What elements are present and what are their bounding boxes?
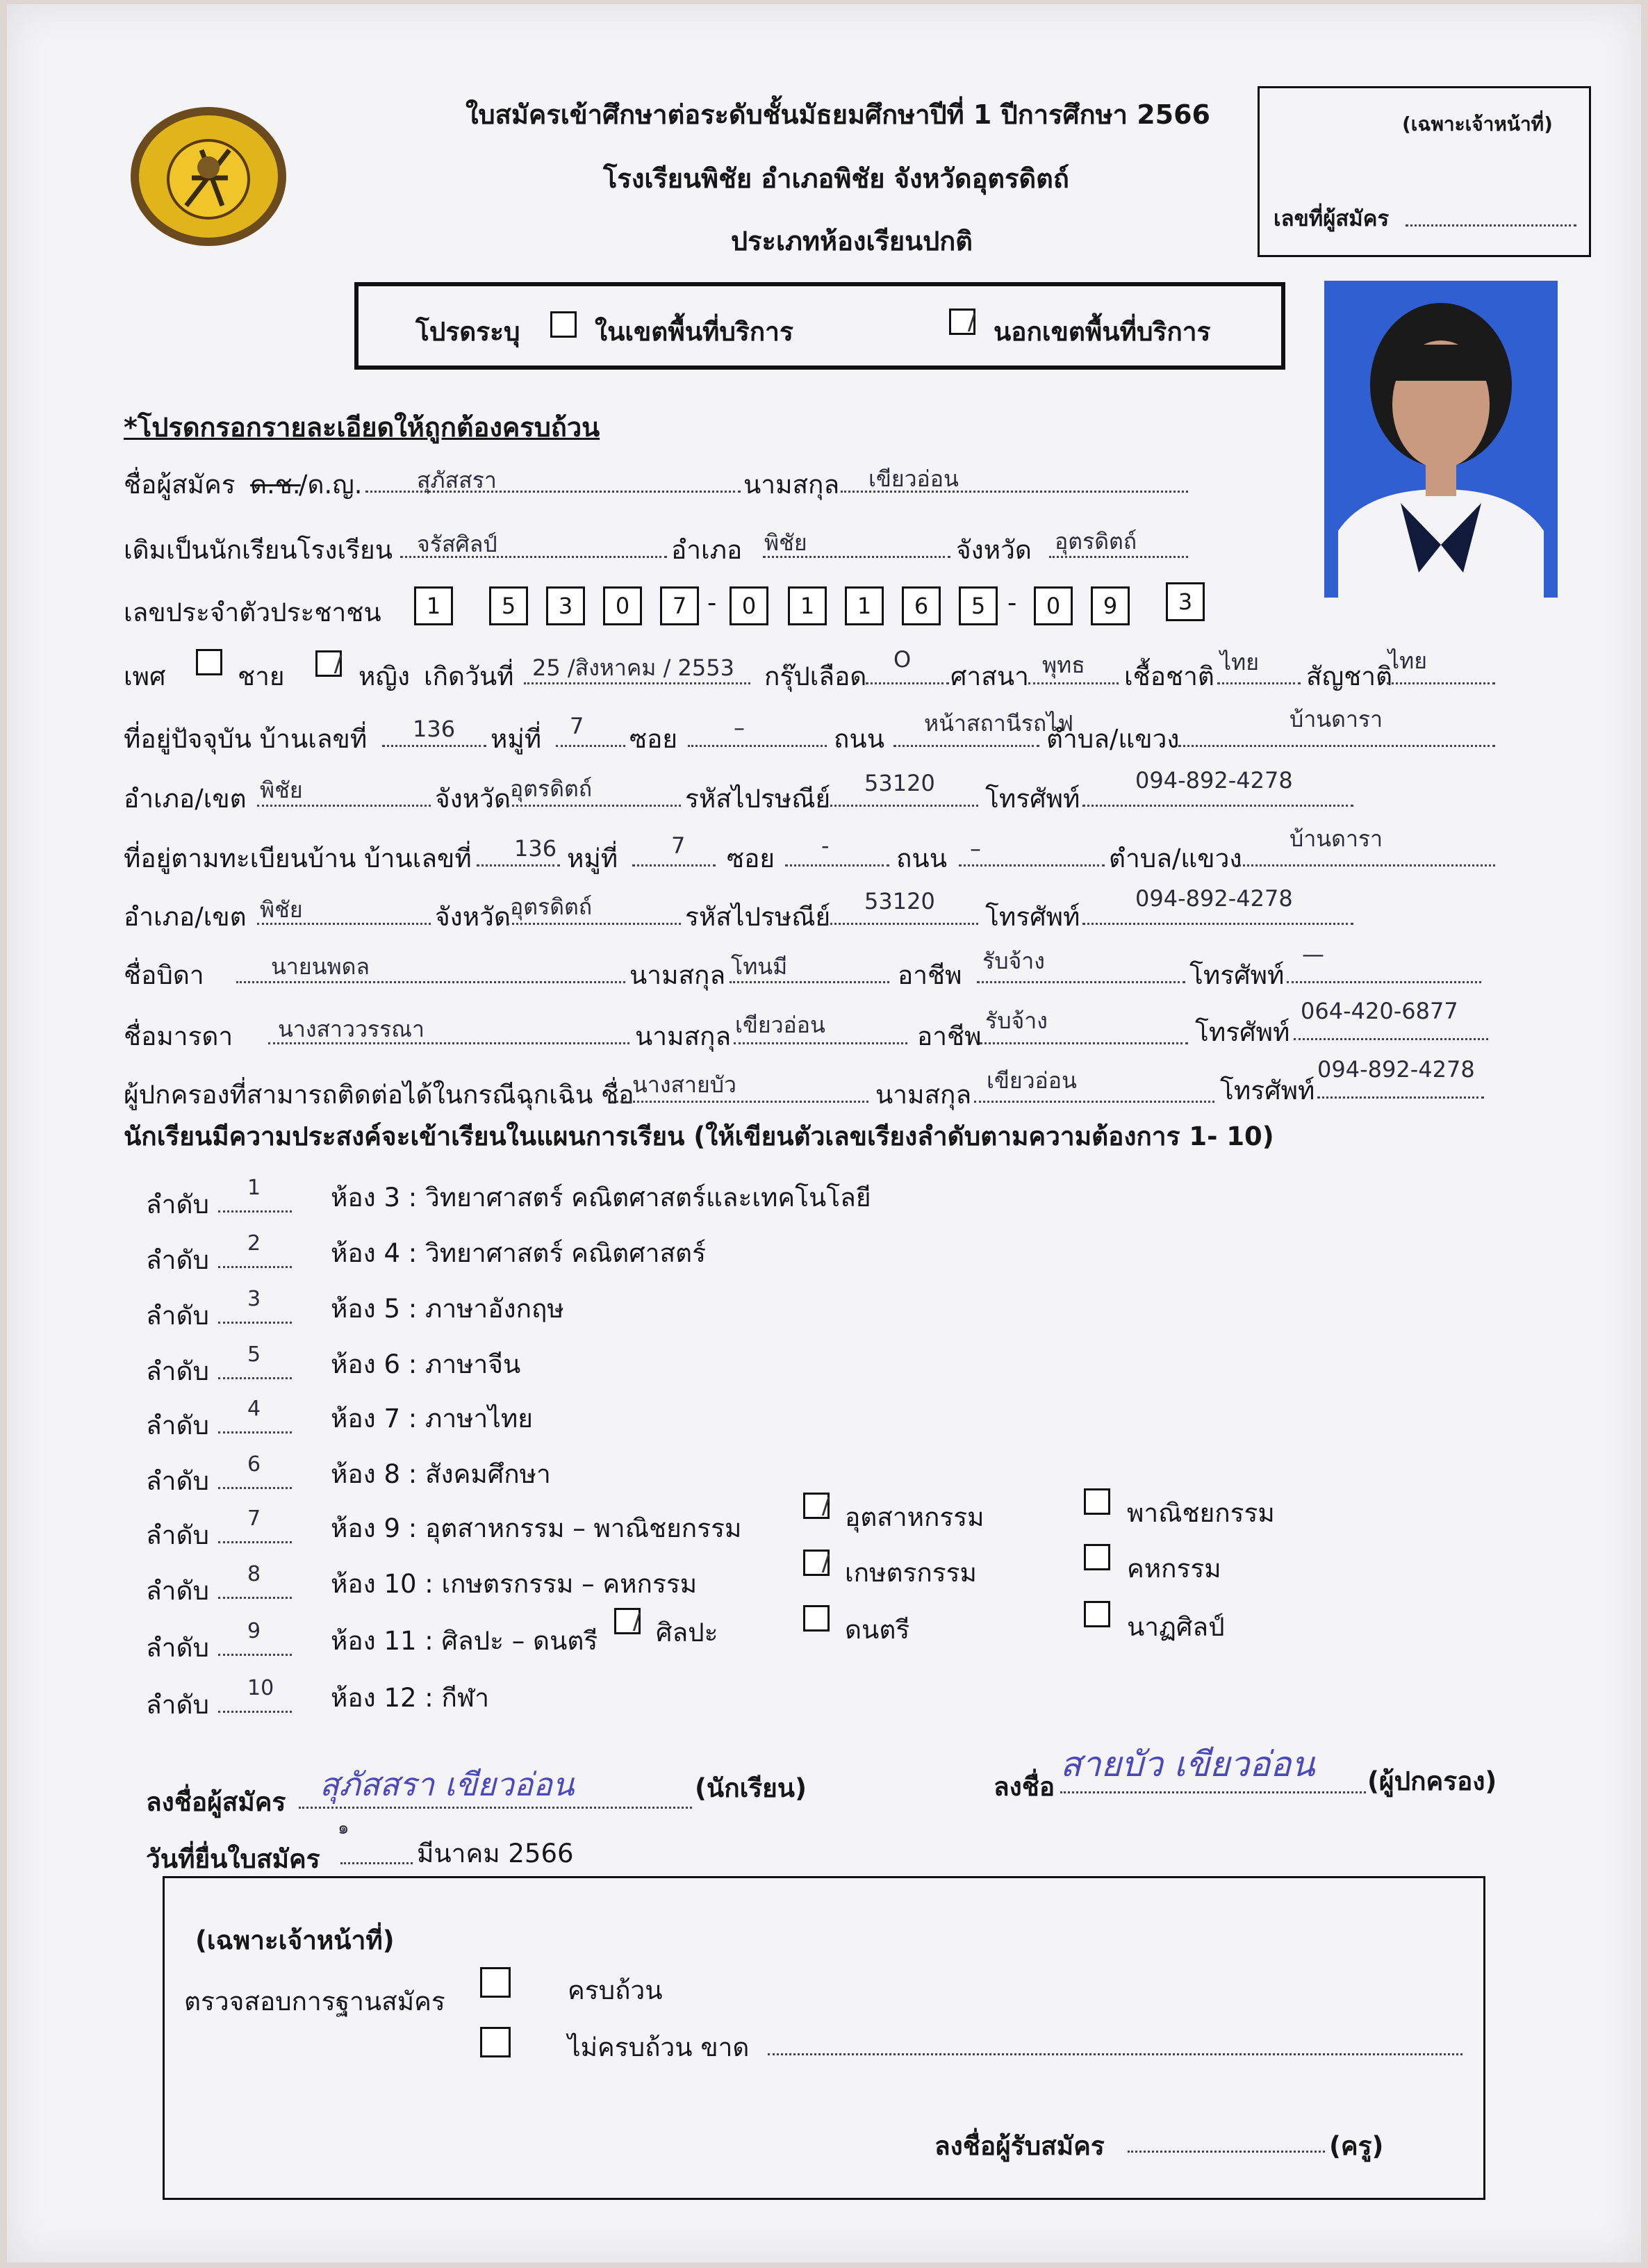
father-name-value[interactable]: นายนพดล	[271, 953, 370, 980]
house-no-value[interactable]: 136	[413, 716, 456, 742]
plan-order-label: ลำดับ	[146, 1466, 209, 1496]
agriculture-label: เกษตรกรรม	[845, 1558, 977, 1588]
staff-use-box	[163, 1876, 1485, 2200]
office-use-label: (เฉพาะเจ้าหน้าที่)	[1402, 113, 1553, 135]
plan-order-label: ลำดับ	[146, 1520, 209, 1550]
plan-order-label: ลำดับ	[146, 1301, 209, 1331]
citizen-id-label: เลขประจำตัวประชาชน	[124, 598, 381, 627]
id-digit[interactable]: 0	[603, 586, 642, 625]
applicant-signature[interactable]: สุภัสสรา เขียวอ่อน	[320, 1766, 575, 1803]
student-photo	[1324, 281, 1558, 598]
race-label: เชื้อชาติ	[1124, 662, 1214, 691]
reg-changwat-value[interactable]: อุตรดิตถ์	[510, 894, 593, 920]
soi-line	[688, 745, 827, 747]
race-value[interactable]: ไทย	[1220, 649, 1259, 675]
addr-now-label: ที่อยู่ปัจจุบัน บ้านเลขที่	[124, 724, 368, 754]
plan-rank-line	[218, 1266, 292, 1268]
phone-value[interactable]: 094-892-4278	[1135, 767, 1293, 794]
plan-room-label: ห้อง 7 : ภาษาไทย	[331, 1404, 533, 1433]
father-phone-value[interactable]: —	[1302, 941, 1324, 967]
guardian-signature[interactable]: สายบัว เขียวอ่อน	[1060, 1744, 1315, 1784]
area-out-checkbox[interactable]	[949, 309, 975, 335]
area-selection-box	[354, 282, 1285, 370]
zip-line	[825, 805, 978, 807]
reg-soi-line	[785, 864, 889, 866]
home-economics-label: คหกรรม	[1127, 1554, 1221, 1584]
plan-rank-line	[218, 1711, 292, 1713]
moo-value[interactable]: 7	[570, 713, 584, 739]
missing-items-line[interactable]	[768, 2053, 1462, 2055]
submit-date-value: มีนาคม 2566	[417, 1839, 574, 1868]
reg-zip-value[interactable]: 53120	[864, 888, 935, 914]
guardian-phone-line	[1317, 1096, 1484, 1099]
father-job-value[interactable]: รับจ้าง	[982, 948, 1045, 974]
plan-room-label: ห้อง 6 : ภาษาจีน	[331, 1349, 521, 1379]
area-in-checkbox[interactable]	[550, 311, 577, 338]
reg-house-no-line	[477, 864, 560, 866]
instruction-text: *โปรดกรอกรายละเอียดให้ถูกต้องครบถ้วน	[124, 412, 600, 443]
dance-label: นาฏศิลป์	[1127, 1612, 1225, 1642]
staff-check-label: ตรวจสอบการฐานสมัคร	[184, 1987, 445, 2016]
applicant-no-label: เลขที่ผู้สมัคร	[1274, 206, 1390, 231]
reg-soi-value[interactable]: -	[821, 832, 830, 859]
school-emblem-icon	[125, 101, 292, 251]
plan-rank-value[interactable]: 4	[247, 1397, 261, 1421]
plan-rank-value[interactable]: 6	[247, 1452, 261, 1477]
plan-rank-value[interactable]: 1	[247, 1176, 261, 1200]
changwat-value[interactable]: อุตรดิตถ์	[510, 775, 593, 802]
reg-amphoe-label: อำเภอ/เขต	[124, 902, 247, 932]
home-economics-checkbox[interactable]	[1084, 1544, 1110, 1570]
mother-phone-label: โทรศัพท์	[1195, 1017, 1290, 1047]
mother-job-value[interactable]: รับจ้าง	[985, 1008, 1048, 1034]
id-digit[interactable]: 1	[788, 586, 827, 625]
male-label: ชาย	[238, 662, 285, 691]
plan-rank-value[interactable]: 9	[247, 1619, 261, 1643]
incomplete-checkbox[interactable]	[480, 2027, 511, 2057]
industry-checkbox[interactable]	[803, 1493, 830, 1519]
applicant-role: (นักเรียน)	[695, 1773, 807, 1803]
mother-surname-label: นามสกุล	[635, 1021, 732, 1051]
surname-value[interactable]: เขียวอ่อน	[868, 466, 959, 492]
guardian-role: (ผู้ปกครอง)	[1367, 1766, 1497, 1796]
father-job-line	[977, 981, 1185, 983]
office-use-box	[1258, 86, 1591, 257]
reg-road-value[interactable]: –	[970, 835, 981, 862]
area-prompt: โปรดระบุ	[415, 317, 520, 347]
art-label: ศิลปะ	[656, 1618, 718, 1647]
moo-label: หมู่ที่	[491, 724, 542, 754]
id-digit[interactable]: 6	[902, 586, 941, 625]
prev-province-value[interactable]: อุตรดิตถ์	[1055, 528, 1137, 554]
plan-rank-line	[218, 1541, 292, 1543]
father-label: ชื่อบิดา	[124, 960, 204, 990]
reg-changwat-label: จังหวัด	[435, 902, 511, 932]
reg-tambon-value[interactable]: บ้านดารา	[1289, 825, 1383, 852]
mother-label: ชื่อมารดา	[124, 1021, 233, 1051]
plan-rank-line	[218, 1377, 292, 1379]
reg-zip-line	[825, 923, 978, 925]
addr-reg-label: ที่อยู่ตามทะเบียนบ้าน บ้านเลขที่	[124, 844, 472, 873]
plan-rank-line	[218, 1654, 292, 1656]
religion-value[interactable]: พุทธ	[1042, 652, 1085, 678]
receiver-role: (ครู)	[1329, 2131, 1384, 2161]
reg-house-no-value[interactable]: 136	[514, 835, 557, 862]
mother-phone-line	[1294, 1038, 1488, 1040]
plan-rank-line	[218, 1597, 292, 1599]
music-label: ดนตรี	[845, 1615, 910, 1645]
first-name-value[interactable]: สุภัสสรา	[417, 467, 497, 493]
reg-moo-line	[632, 864, 716, 866]
plan-rank-line	[218, 1487, 292, 1489]
blood-value[interactable]: O	[893, 646, 912, 673]
plan-order-label: ลำดับ	[146, 1356, 209, 1386]
plan-order-label: ลำดับ	[146, 1633, 209, 1663]
plan-rank-value[interactable]: 3	[247, 1287, 261, 1311]
title-kept: /ด.ญ.	[299, 470, 363, 500]
plan-room-label: ห้อง 10 : เกษตรกรรม – คหกรรม	[331, 1569, 698, 1599]
complete-label: ครบถ้วน	[568, 1975, 663, 2005]
reg-tambon-label: ตำบล/แขวง	[1109, 844, 1242, 873]
class-type: ประเภทห้องเรียนปกติ	[731, 226, 973, 256]
road-line	[893, 745, 1039, 747]
moo-line	[556, 745, 625, 747]
student-photo-icon	[1324, 281, 1558, 598]
complete-checkbox[interactable]	[480, 1967, 511, 1998]
blood-label: กรุ๊ปเลือด	[764, 662, 867, 691]
school-name: โรงเรียนพิชัย อำเภอพิชัย จังหวัดอุตรดิตถ์	[603, 163, 1069, 194]
mother-phone-value[interactable]: 064-420-6877	[1301, 998, 1458, 1024]
id-digit[interactable]: 1	[414, 586, 453, 625]
id-digit[interactable]: 3	[1166, 582, 1205, 621]
plan-order-label: ลำดับ	[146, 1245, 209, 1275]
plan-rank-value[interactable]: 7	[247, 1506, 261, 1531]
reg-moo-value[interactable]: 7	[671, 832, 686, 859]
plan-room-label: ห้อง 9 : อุตสาหกรรม – พาณิชยกรรม	[331, 1513, 742, 1543]
guardian-sign-label: ลงชื่อ	[994, 1772, 1055, 1802]
commerce-label: พาณิชยกรรม	[1127, 1498, 1275, 1528]
road-label: ถนน	[834, 724, 884, 754]
prev-district-label: อำเภอ	[671, 535, 743, 565]
zip-label: รหัสไปรษณีย์	[685, 784, 831, 814]
guardian-surname-value[interactable]: เขียวอ่อน	[987, 1067, 1077, 1094]
phone-line	[1082, 805, 1353, 807]
id-dash: -	[1007, 588, 1017, 618]
reg-phone-label: โทรศัพท์	[985, 902, 1080, 932]
house-no-line	[382, 745, 486, 747]
father-job-label: อาชีพ	[898, 960, 962, 990]
name-label: ชื่อผู้สมัคร	[124, 470, 236, 500]
nationality-value[interactable]: ไทย	[1388, 648, 1427, 674]
prev-school-value[interactable]: จรัสศิลป์	[417, 531, 497, 557]
nationality-line	[1387, 682, 1495, 684]
changwat-label: จังหวัด	[435, 784, 511, 814]
plan-room-label: ห้อง 5 : ภาษาอังกฤษ	[331, 1294, 564, 1324]
reg-tambon-line	[1234, 864, 1495, 866]
id-digit[interactable]: 3	[546, 586, 585, 625]
id-digit[interactable]: 5	[959, 586, 998, 625]
art-checkbox[interactable]	[614, 1608, 641, 1634]
plan-rank-line	[218, 1322, 292, 1324]
plan-order-label: ลำดับ	[146, 1411, 209, 1440]
mother-surname-value[interactable]: เขียวอ่อน	[735, 1012, 825, 1038]
id-digit[interactable]: 5	[489, 586, 528, 625]
reg-zip-label: รหัสไปรษณีย์	[685, 902, 831, 932]
incomplete-label: ไม่ครบถ้วน ขาด	[568, 2032, 750, 2062]
amphoe-value[interactable]: พิชัย	[260, 777, 303, 803]
guardian-label: ผู้ปกครองที่สามารถติดต่อได้ในกรณีฉุกเฉิน ชื่อ	[124, 1080, 634, 1110]
birth-label: เกิดวันที่	[424, 662, 514, 691]
mother-name-value[interactable]: นางสาววรรณา	[278, 1016, 425, 1042]
father-surname-value[interactable]: โทนมี	[731, 953, 788, 980]
religion-label: ศาสนา	[950, 662, 1029, 691]
plan-rank-value[interactable]: 2	[247, 1231, 261, 1256]
prev-province-label: จังหวัด	[956, 535, 1032, 565]
plan-room-label: ห้อง 8 : สังคมศึกษา	[331, 1459, 551, 1489]
plan-rank-value[interactable]: 8	[247, 1562, 261, 1586]
form-title: ใบสมัครเข้าศึกษาต่อระดับชั้นมัธยมศึกษาปีที่ 1 ปีการศึกษา 2566	[465, 99, 1210, 130]
plan-room-label: ห้อง 4 : วิทยาศาสตร์ คณิตศาสตร์	[331, 1238, 706, 1268]
male-checkbox[interactable]	[196, 649, 222, 675]
id-digit[interactable]: 1	[845, 586, 884, 625]
zip-value[interactable]: 53120	[864, 770, 935, 796]
prev-district-value[interactable]: พิชัย	[764, 529, 807, 556]
guardian-phone-value[interactable]: 094-892-4278	[1317, 1056, 1475, 1083]
applicant-sign-label: ลงชื่อผู้สมัคร	[146, 1787, 286, 1817]
plan-heading: นักเรียนมีความประสงค์จะเข้าเรียนในแผนการเรียน (ให้เขียนตัวเลขเรียงลำดับตามความต้องการ 1- 10)	[124, 1121, 1274, 1151]
nationality-label: สัญชาติ	[1306, 662, 1393, 691]
father-phone-label: โทรศัพท์	[1189, 960, 1285, 990]
agriculture-checkbox[interactable]	[803, 1550, 830, 1576]
phone-label: โทรศัพท์	[985, 784, 1080, 814]
tambon-label: ตำบล/แขวง	[1046, 724, 1180, 754]
industry-label: อุตสาหกรรม	[845, 1502, 984, 1532]
reg-road-line	[959, 864, 1105, 866]
area-in-label: ในเขตพื้นที่บริการ	[595, 317, 793, 347]
receiver-sign-label: ลงชื่อผู้รับสมัคร	[934, 2131, 1105, 2161]
mother-job-label: อาชีพ	[917, 1021, 982, 1051]
title-struck: ด.ช.	[250, 470, 301, 500]
blood-line	[866, 682, 949, 684]
race-line	[1217, 682, 1301, 684]
reg-amphoe-value[interactable]: พิชัย	[260, 896, 303, 923]
receiver-sign-line[interactable]	[1128, 2151, 1325, 2153]
plan-order-label: ลำดับ	[146, 1690, 209, 1720]
commerce-checkbox[interactable]	[1084, 1488, 1110, 1515]
id-digit[interactable]: 0	[1034, 586, 1073, 625]
plan-rank-value[interactable]: 10	[247, 1676, 274, 1700]
reg-road-label: ถนน	[896, 844, 947, 873]
plan-room-label: ห้อง 3 : วิทยาศาสตร์ คณิตศาสตร์และเทคโนโลยี	[331, 1183, 871, 1213]
birth-value[interactable]: 25 /สิงหาคม / 2553	[532, 655, 734, 681]
female-label: หญิง	[359, 662, 410, 691]
id-dash: -	[707, 588, 717, 618]
prev-school-label: เดิมเป็นนักเรียนโรงเรียน	[124, 535, 393, 565]
submit-date-day[interactable]: ๑	[338, 1818, 349, 1839]
female-checkbox[interactable]	[315, 650, 342, 677]
plan-room-label: ห้อง 11 : ศิลปะ – ดนตรี	[331, 1626, 598, 1656]
plan-order-label: ลำดับ	[146, 1190, 209, 1219]
tambon-value[interactable]: บ้านดารา	[1289, 706, 1383, 732]
guardian-phone-label: โทรศัพท์	[1220, 1076, 1315, 1106]
plan-order-label: ลำดับ	[146, 1576, 209, 1606]
plan-rank-line	[218, 1210, 292, 1213]
submit-date-label: วันที่ยื่นใบสมัคร	[146, 1844, 320, 1874]
application-form-page	[7, 4, 1641, 2262]
id-digit[interactable]: 0	[730, 586, 768, 625]
father-phone-line	[1287, 981, 1481, 983]
guardian-name-value[interactable]: นางสายบัว	[632, 1071, 736, 1098]
reg-phone-line	[1082, 923, 1353, 925]
father-surname-label: นามสกุล	[629, 960, 726, 990]
reg-phone-value[interactable]: 094-892-4278	[1135, 885, 1293, 912]
amphoe-label: อำเภอ/เขต	[124, 784, 247, 814]
id-digit[interactable]: 7	[660, 586, 699, 625]
music-checkbox[interactable]	[803, 1605, 830, 1632]
soi-label: ซอย	[629, 724, 678, 754]
guardian-surname-line	[974, 1101, 1214, 1103]
submit-date-line	[340, 1862, 413, 1864]
tambon-line	[1178, 745, 1495, 747]
soi-value[interactable]: –	[734, 714, 745, 741]
plan-rank-line	[218, 1431, 292, 1433]
sex-label: เพศ	[124, 662, 166, 691]
mother-job-line	[980, 1042, 1188, 1044]
reg-moo-label: หมู่ที่	[567, 844, 618, 873]
reg-soi-label: ซอย	[727, 844, 775, 873]
applicant-no-line[interactable]	[1406, 224, 1576, 227]
dance-checkbox[interactable]	[1084, 1601, 1110, 1627]
id-digit[interactable]: 9	[1091, 586, 1130, 625]
area-out-label: นอกเขตพื้นที่บริการ	[994, 317, 1211, 347]
road-value[interactable]: หน้าสถานีรถไฟ	[924, 710, 1073, 737]
surname-label: นามสกุล	[743, 470, 840, 500]
plan-room-label: ห้อง 12 : กีฬา	[331, 1683, 489, 1713]
staff-label: (เฉพาะเจ้าหน้าที่)	[195, 1925, 395, 1955]
guardian-surname-label: นามสกุล	[875, 1080, 972, 1110]
plan-rank-value[interactable]: 5	[247, 1342, 261, 1367]
